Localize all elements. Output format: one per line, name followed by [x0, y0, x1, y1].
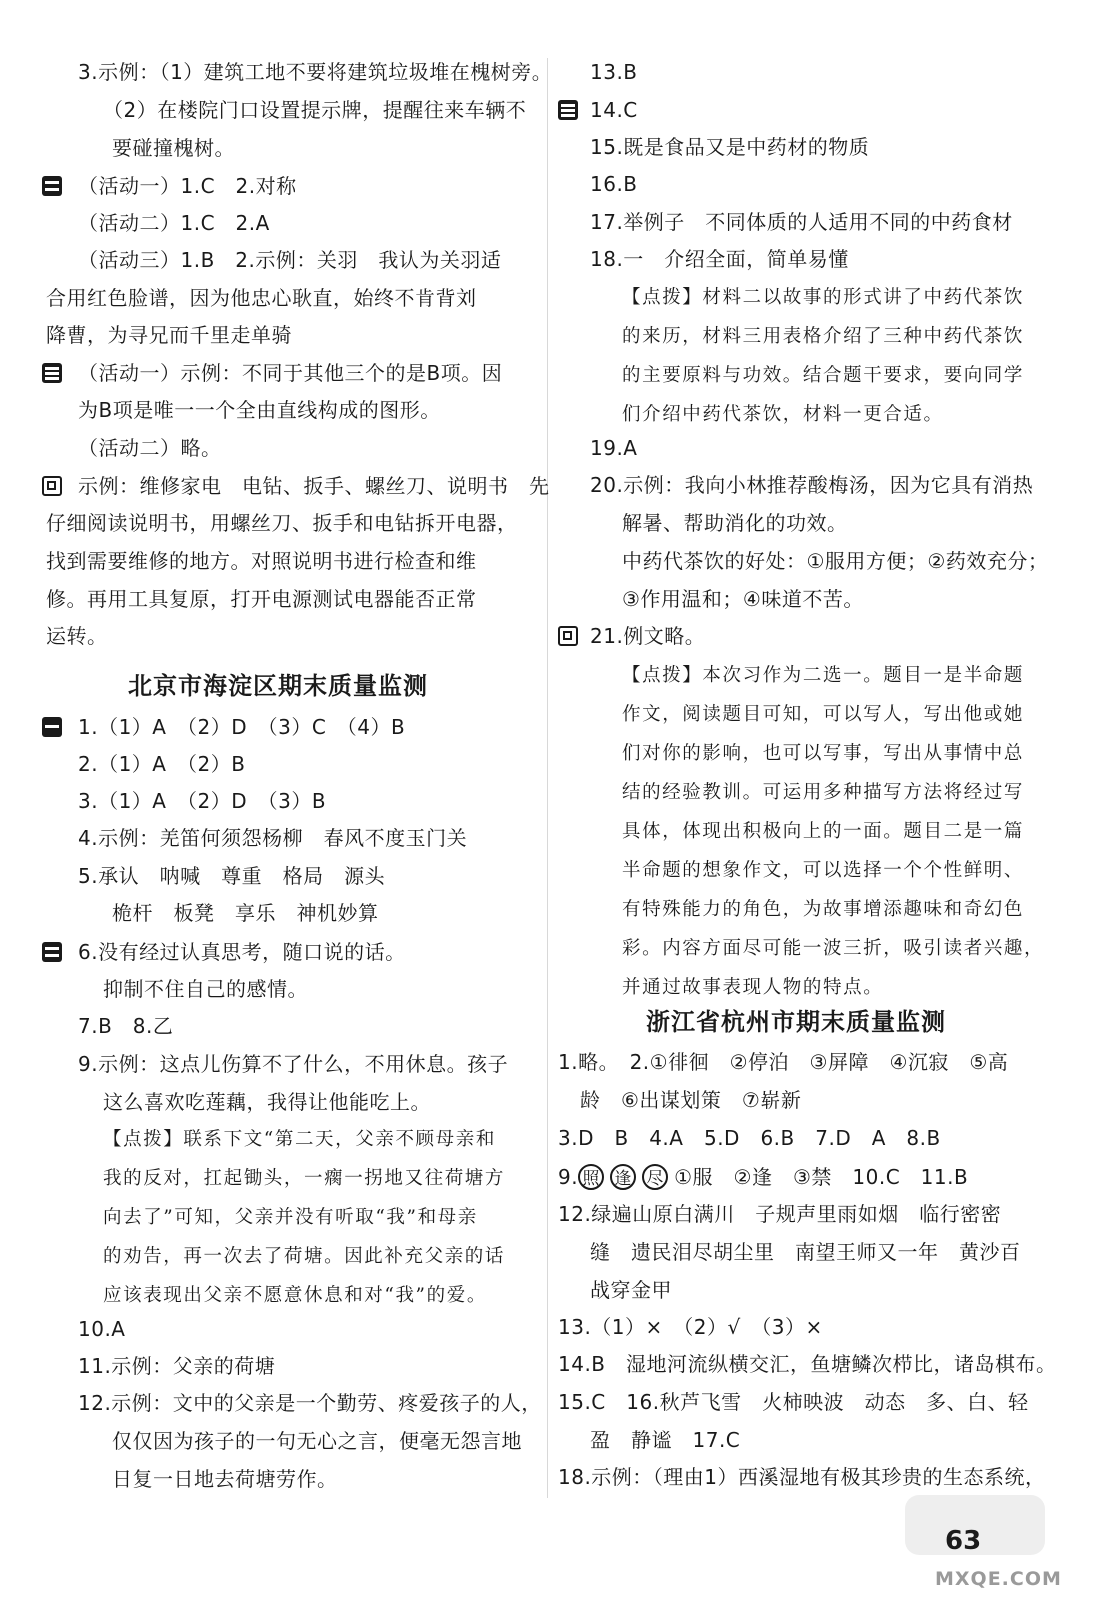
tip-line: 作文，阅读题目可知，可以写人，写出他或她	[622, 704, 1025, 725]
circled-char: 逢	[610, 1164, 636, 1190]
answer-line: 3.（1）A （2）D （3）B	[78, 789, 327, 813]
answer-line: 4.示例：羌笛何须怨杨柳 春风不度玉门关	[78, 826, 468, 850]
tip-line: 具体，体现出积极向上的一面。题目二是一篇	[622, 821, 1025, 842]
answer-line: 缝 遗民泪尽胡尘里 南望王师又一年 黄沙百	[590, 1240, 1021, 1264]
answer-line: 仅仅因为孩子的一句无心之言，便毫无怨言地	[112, 1429, 522, 1453]
answer-line: 13.（1）× （2）√ （3）×	[558, 1315, 823, 1339]
answer-line: （2）在楼院门口设置提示牌，提醒往来车辆不	[103, 98, 527, 122]
answer-line: 5.承认 呐喊 尊重 格局 源头	[78, 864, 386, 888]
answer-line: 20.示例：我向小林推荐酸梅汤，因为它具有消热	[590, 473, 1034, 497]
tip-line: 向去了”可知，父亲并没有听取“我”和母亲	[103, 1207, 478, 1228]
answer-line: 14.C	[590, 98, 638, 122]
answer-line: （活动一）1.C 2.对称	[78, 174, 297, 198]
section-three-icon	[42, 363, 62, 383]
circled-char: 照	[578, 1164, 604, 1190]
answer-line: 降曹，为寻兄而千里走单骑	[46, 323, 292, 347]
answer-line: （活动三）1.B 2.示例：关羽 我认为关羽适	[78, 248, 502, 272]
page-number: 63	[945, 1526, 982, 1556]
answer-line: 战穿金甲	[590, 1278, 672, 1302]
tip-line: 我的反对，扛起锄头，一瘸一拐地又往荷塘方	[103, 1168, 506, 1189]
answer-line: 3.D B 4.A 5.D 6.B 7.D A 8.B	[558, 1126, 941, 1150]
answer-line: 找到需要维修的地方。对照说明书进行检查和维	[46, 549, 477, 573]
answer-line: 运转。	[46, 624, 108, 648]
answer-line: 3.示例：（1）建筑工地不要将建筑垃圾堆在槐树旁。	[78, 60, 553, 84]
answer-line: 6.没有经过认真思考，随口说的话。	[78, 940, 406, 964]
answer-line: （活动一）示例：不同于其他三个的是B项。因	[78, 361, 503, 385]
tip-line: 有特殊能力的角色，为故事增添趣味和奇幻色	[622, 899, 1025, 920]
tip-line: 并通过故事表现人物的特点。	[622, 977, 884, 998]
answer-line: 11.示例：父亲的荷塘	[78, 1354, 276, 1378]
answer-line: 桅杆 板凳 享乐 神机妙算	[112, 901, 379, 925]
section-one-icon	[42, 717, 62, 737]
answer-line: 示例：维修家电 电钻、扳手、螺丝刀、说明书 先	[78, 474, 550, 498]
answer-line: 2.（1）A （2）B	[78, 752, 246, 776]
answer-line: 12.绿遍山原白满川 子规声里雨如烟 临行密密	[558, 1202, 1002, 1226]
answer-line: 17.举例子 不同体质的人适用不同的中药食材	[590, 210, 1013, 234]
tip-line: 的劝告，再一次去了荷塘。因此补充父亲的话	[103, 1246, 506, 1267]
tip-line: 【点拨】本次习作为二选一。题目一是半命题	[622, 665, 1025, 686]
tip-line: 应该表现出父亲不愿意休息和对“我”的爱。	[103, 1285, 487, 1306]
answer-line: ③作用温和；④味道不苦。	[622, 587, 864, 611]
answer-line: 盈 静谧 17.C	[590, 1428, 741, 1452]
answer-line: 中药代茶饮的好处：①服用方便；②药效充分；	[622, 549, 1049, 573]
section-heading: 浙江省杭州市期末质量监测	[646, 1008, 946, 1036]
answer-text: ①服 ②逢 ③禁 10.C 11.B	[674, 1165, 969, 1189]
watermark-text: MXQE.COM	[935, 1568, 1062, 1590]
answer-line: 15.既是食品又是中药材的物质	[590, 135, 870, 159]
tip-line: 结的经验教训。可运用多种描写方法将经过写	[622, 782, 1025, 803]
tip-line: 的主要原料与功效。结合题干要求，要向同学	[622, 365, 1025, 386]
answer-line: 1.（1）A （2）D （3）C （4）B	[78, 715, 406, 739]
section-three-icon	[558, 100, 578, 120]
answer-line: （活动二）1.C 2.A	[78, 211, 270, 235]
column-divider	[547, 58, 548, 1498]
tip-line: 彩。内容方面尽可能一波三折，吸引读者兴趣，	[622, 938, 1045, 959]
answer-line: 9.示例：这点儿伤算不了什么，不用休息。孩子	[78, 1052, 509, 1076]
tip-line: 们介绍中药代茶饮，材料一更合适。	[622, 404, 944, 425]
answer-line: 这么喜欢吃莲藕，我得让他能吃上。	[103, 1090, 431, 1114]
answer-line: 1.略。 2.①徘徊 ②停泊 ③屏障 ④沉寂 ⑤高	[558, 1050, 1009, 1074]
answer-line: 日复一日地去荷塘劳作。	[112, 1467, 338, 1491]
answer-line: 14.B 湿地河流纵横交汇，鱼塘鳞次栉比，诸岛棋布。	[558, 1352, 1057, 1376]
section-four-icon	[558, 626, 578, 646]
answer-line: 13.B	[590, 60, 638, 84]
answer-line: 解暑、帮助消化的功效。	[622, 511, 848, 535]
answer-line	[558, 1164, 968, 1190]
tip-line: 半命题的想象作文，可以选择一个个性鲜明、	[622, 860, 1025, 881]
section-two-icon	[42, 942, 62, 962]
answer-line: （活动二）略。	[78, 436, 222, 460]
tip-line: 的来历，材料三用表格介绍了三种中药代茶饮	[622, 326, 1025, 347]
tip-line: 们对你的影响，也可以写事，写出从事情中总	[622, 743, 1025, 764]
answer-line: 18.示例：（理由1）西溪湿地有极其珍贵的生态系统，	[558, 1465, 1046, 1489]
answer-line: 12.示例：文中的父亲是一个勤劳、疼爱孩子的人，	[78, 1391, 542, 1415]
answer-line: 修。再用工具复原，打开电源测试电器能否正常	[46, 587, 477, 611]
section-heading: 北京市海淀区期末质量监测	[128, 672, 428, 700]
tip-line: 【点拨】联系下文“第二天，父亲不顾母亲和	[103, 1129, 496, 1150]
answer-line: 18.一 介绍全面，简单易懂	[590, 247, 849, 271]
section-four-icon	[42, 476, 62, 496]
tip-line: 【点拨】材料二以故事的形式讲了中药代茶饮	[622, 287, 1025, 308]
answer-line: 15.C 16.秋芦飞雪 火柿映波 动态 多、白、轻	[558, 1390, 1029, 1414]
answer-line: 7.B 8.乙	[78, 1014, 174, 1038]
answer-line: 龄 ⑥出谋划策 ⑦崭新	[580, 1088, 802, 1112]
answer-line: 要碰撞槐树。	[112, 136, 235, 160]
answer-line: 为B项是唯一一个全由直线构成的图形。	[78, 398, 441, 422]
answer-line: 仔细阅读说明书，用螺丝刀、扳手和电钻拆开电器，	[46, 511, 518, 535]
answer-line: 10.A	[78, 1317, 126, 1341]
answer-line: 16.B	[590, 172, 638, 196]
answer-line: 合用红色脸谱，因为他忠心耿直，始终不肯背刘	[46, 286, 477, 310]
circled-char: 尽	[642, 1164, 668, 1190]
answer-line: 19.A	[590, 436, 638, 460]
question-number: 9.	[558, 1165, 579, 1189]
answer-line: 21.例文略。	[590, 624, 706, 648]
section-two-icon	[42, 176, 62, 196]
answer-line: 抑制不住自己的感情。	[103, 977, 308, 1001]
